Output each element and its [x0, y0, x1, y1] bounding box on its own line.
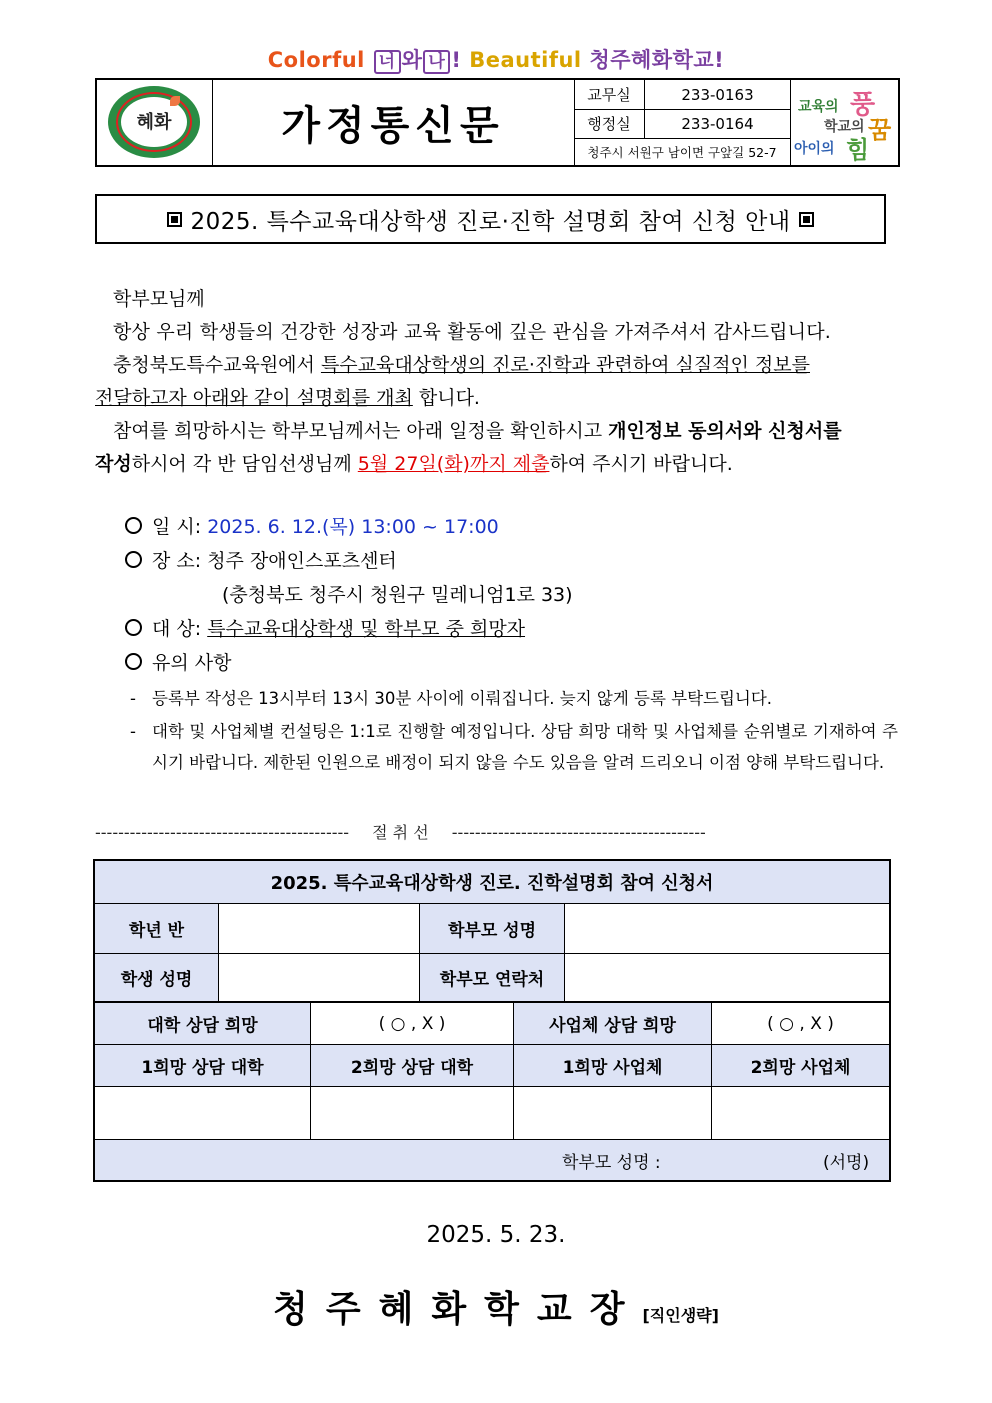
slogan-beautiful: Beautiful — [469, 48, 582, 72]
note-text: 등록부 작성은 13시부터 13시 30분 사이에 이뤄집니다. 늦지 않게 등록 부탁드립니다. — [152, 689, 773, 708]
motto-word: 꿈 — [868, 116, 892, 144]
item-label: 장 소: — [152, 550, 202, 572]
univ2-field[interactable] — [311, 1087, 514, 1140]
paragraph-text: 하시어 각 반 담임선생님께 — [131, 453, 358, 475]
issue-date: 2025. 5. 23. — [426, 1222, 566, 1248]
contact-label: 교무실 — [574, 80, 645, 109]
paragraph-request — [113, 415, 898, 448]
parent-name-field[interactable] — [565, 904, 889, 954]
parent-name-label: 학부모 성명 — [420, 904, 565, 954]
biz-hope-choice[interactable]: ( ○ , X ) — [712, 1003, 889, 1045]
event-address: (충청북도 청주시 청원구 밀레니엄1로 33) — [222, 584, 573, 606]
biz2-label: 2희망 사업체 — [712, 1045, 889, 1087]
paragraph-thanks: 항상 우리 학생들의 건강한 성장과 교육 활동에 깊은 관심을 가져주셔서 감사드립니다. — [113, 321, 832, 343]
item-label: 유의 사항 — [152, 652, 232, 674]
slogan-school: 청주혜화학교! — [589, 48, 725, 72]
seal-note: [직인생략] — [642, 1306, 719, 1325]
paragraph-event — [113, 349, 898, 382]
item-label: 일 시: — [152, 516, 202, 538]
signature-row[interactable] — [95, 1140, 889, 1180]
biz1-field[interactable] — [514, 1087, 712, 1140]
principal-signature — [0, 1281, 992, 1332]
slogan-colorful: Colorful — [267, 48, 365, 72]
circle-bullet-icon — [125, 551, 142, 568]
slogan-box-you: 너 — [374, 50, 401, 74]
notice-title: 2025. 특수교육대상학생 진로·진학 설명회 참여 신청 안내 — [190, 208, 791, 235]
dash-bullet: - — [130, 722, 136, 741]
paragraph-underlined: 특수교육대상학생의 진로·진학과 관련하여 실질적인 정보를 — [320, 354, 810, 376]
biz-hope-label: 사업체 상담 희망 — [514, 1003, 712, 1045]
page-title: 가정통신문 — [212, 80, 575, 165]
school-slogan — [0, 44, 992, 74]
contact-value: 233-0164 — [681, 114, 754, 133]
paragraph-text: 합니다. — [412, 387, 480, 409]
motto-word: 학교의 — [824, 119, 865, 135]
biz1-label: 1희망 사업체 — [514, 1045, 712, 1087]
item-time — [125, 512, 499, 539]
dash-bullet: - — [130, 689, 136, 708]
slogan-box-me: 나 — [423, 50, 450, 74]
paragraph-request-cont — [95, 448, 898, 481]
square-bullet-icon — [167, 212, 182, 227]
motto-word: 아이의 — [794, 141, 835, 157]
item-place — [125, 546, 397, 573]
cut-line: -------------------------------------------- 절 취 선 -------------------------------------------- — [95, 823, 706, 842]
item-target — [125, 614, 525, 641]
note-1 — [130, 683, 898, 714]
item-notes — [125, 648, 231, 675]
paragraph-text: 충청북도특수교육원에서 — [113, 354, 321, 376]
school-logo-icon — [108, 86, 200, 158]
parent-contact-label: 학부모 연락처 — [420, 954, 565, 1003]
paragraph-event-cont — [95, 382, 898, 415]
motto-word: 풍 — [850, 90, 876, 120]
note-2 — [130, 716, 898, 778]
signature-label: 학부모 성명 : — [562, 1152, 661, 1173]
grade-label: 학년 반 — [95, 904, 219, 954]
signature-mark: (서명) — [823, 1152, 870, 1173]
letter-header — [95, 78, 900, 167]
student-name-field[interactable] — [219, 954, 420, 1003]
univ1-label: 1희망 상담 대학 — [95, 1045, 311, 1087]
notice-title-box — [95, 194, 886, 244]
event-place: 청주 장애인스포츠센터 — [207, 550, 397, 572]
parent-contact-field[interactable] — [565, 954, 889, 1003]
contact-label: 행정실 — [574, 109, 645, 138]
contact-info — [574, 80, 791, 165]
school-address: 청주시 서원구 남이면 구앞길 52-7 — [587, 144, 777, 160]
paragraph-bold: 개인정보 동의서와 신청서를 — [608, 420, 842, 442]
univ-hope-label: 대학 상담 희망 — [95, 1003, 311, 1045]
logo-cell — [97, 80, 213, 165]
deadline-text: 5월 27일(화)까지 제출 — [357, 453, 550, 475]
slogan-exclaim: ! — [451, 48, 462, 72]
circle-bullet-icon — [125, 653, 142, 670]
student-name-label: 학생 성명 — [95, 954, 219, 1003]
motto-word: 힘 — [846, 136, 870, 164]
grade-field[interactable] — [219, 904, 420, 954]
square-bullet-icon — [799, 212, 814, 227]
paragraph-text: 하여 주시기 바랍니다. — [549, 453, 733, 475]
cut-label: 절 취 선 — [372, 823, 429, 842]
paragraph-text: 참여를 희망하시는 학부모님께서는 아래 일정을 확인하시고 — [113, 420, 609, 442]
biz2-field[interactable] — [712, 1087, 889, 1140]
paragraph-underlined: 전달하고자 아래와 같이 설명회를 개최 — [95, 387, 413, 409]
form-title: 2025. 특수교육대상학생 진로. 진학설명회 참여 신청서 — [95, 861, 889, 904]
contact-row-office — [574, 80, 790, 110]
principal-name: 청주혜화학교장 — [273, 1289, 643, 1330]
note-text: 대학 및 사업체별 컨설팅은 1:1로 진행할 예정입니다. 상담 희망 대학 및 사업체를 순위별로 기재하여 주시기 바랍니다. 제한된 인원으로 배정이 되지 않을 수도 있음을 알려 드리오니 이점 양해 부탁드립니다. — [152, 722, 898, 772]
univ1-field[interactable] — [95, 1087, 311, 1140]
application-form — [93, 859, 891, 1182]
logo-text: 혜화 — [136, 112, 172, 133]
univ-hope-choice[interactable]: ( ○ , X ) — [311, 1003, 514, 1045]
circle-bullet-icon — [125, 619, 142, 636]
event-time: 2025. 6. 12.(목) 13:00 ~ 17:00 — [207, 516, 499, 538]
paragraph-bold: 작성 — [95, 453, 132, 475]
circle-bullet-icon — [125, 517, 142, 534]
motto-logo — [790, 80, 898, 165]
contact-row-admin — [574, 109, 790, 139]
item-label: 대 상: — [152, 618, 202, 640]
greeting: 학부모님께 — [113, 288, 205, 310]
event-target: 특수교육대상학생 및 학부모 중 희망자 — [207, 618, 526, 640]
univ2-label: 2희망 상담 대학 — [311, 1045, 514, 1087]
slogan-and: 와 — [401, 48, 423, 72]
motto-word: 교육의 — [798, 99, 839, 115]
contact-value: 233-0163 — [681, 85, 754, 104]
